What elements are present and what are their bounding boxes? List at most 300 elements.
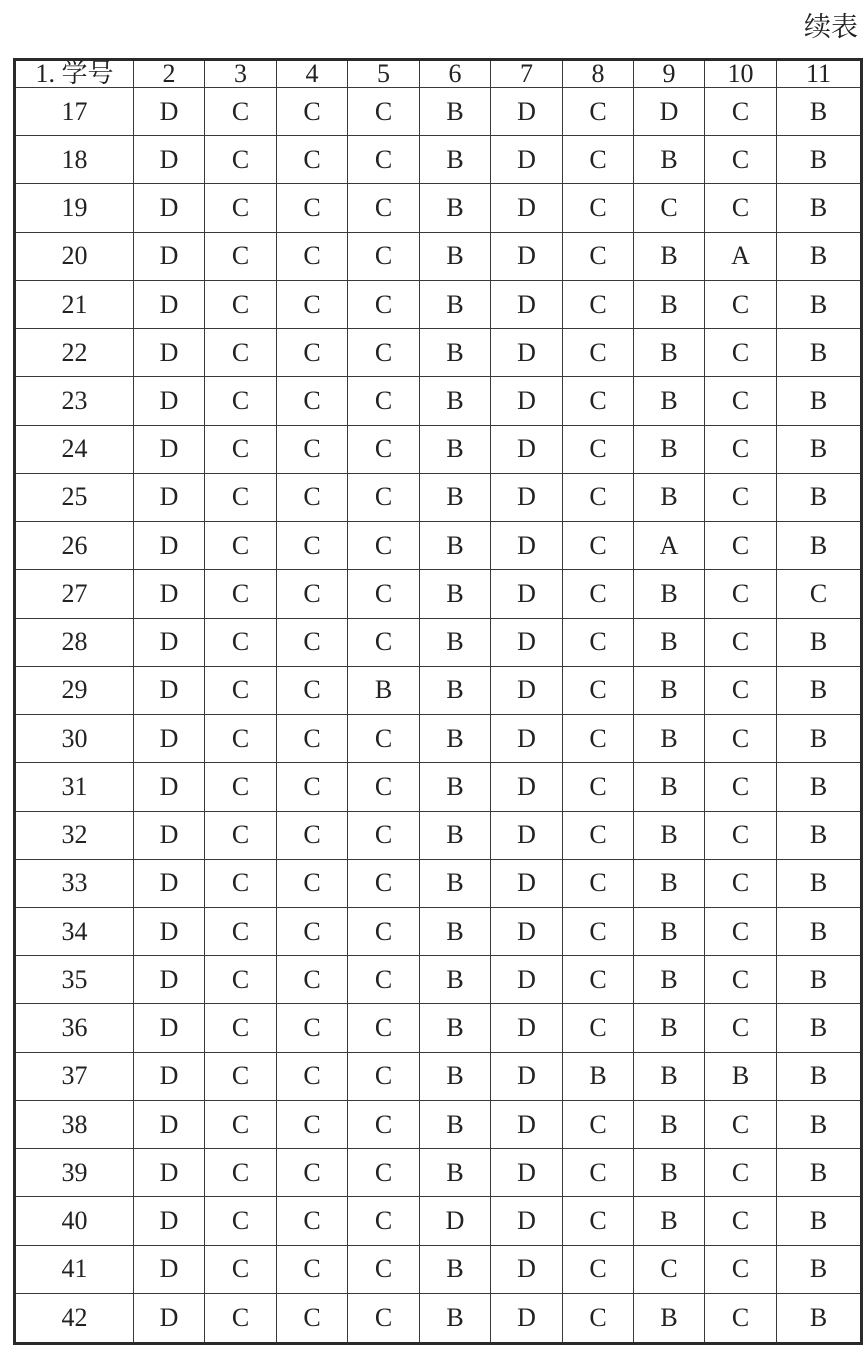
answer-cell: D <box>134 570 205 618</box>
answer-cell: C <box>348 473 420 521</box>
answer-cell: C <box>705 715 777 763</box>
answer-cell: C <box>705 1100 777 1148</box>
answer-cell: C <box>563 377 634 425</box>
answer-cell: C <box>205 1004 277 1052</box>
answer-cell: C <box>348 522 420 570</box>
column-header: 9 <box>634 60 705 88</box>
student-id-cell: 19 <box>15 184 134 232</box>
answer-cell: C <box>205 377 277 425</box>
answer-cell: C <box>277 88 348 136</box>
answer-cell: C <box>348 425 420 473</box>
answer-cell: B <box>420 1004 491 1052</box>
answer-cell: C <box>705 473 777 521</box>
answer-cell: C <box>563 618 634 666</box>
answer-cell: C <box>205 907 277 955</box>
answer-cell: D <box>491 859 563 907</box>
answer-cell: C <box>705 136 777 184</box>
student-id-cell: 28 <box>15 618 134 666</box>
answer-cell: D <box>134 763 205 811</box>
answer-cell: D <box>134 666 205 714</box>
answer-cell: B <box>634 280 705 328</box>
answer-cell: C <box>348 280 420 328</box>
answer-cell: B <box>777 1004 862 1052</box>
answer-cell: C <box>348 1052 420 1100</box>
answer-cell: B <box>634 425 705 473</box>
answer-cell: B <box>420 1245 491 1293</box>
answer-cell: B <box>777 1293 862 1343</box>
answer-cell: B <box>634 570 705 618</box>
answer-cell: C <box>348 377 420 425</box>
answer-cell: C <box>277 522 348 570</box>
answer-cell: B <box>420 473 491 521</box>
answer-cell: D <box>134 715 205 763</box>
answer-cell: B <box>777 1100 862 1148</box>
answer-cell: B <box>634 715 705 763</box>
answer-cell: B <box>420 956 491 1004</box>
answer-cell: C <box>277 1293 348 1343</box>
student-id-cell: 24 <box>15 425 134 473</box>
answer-cell: C <box>348 618 420 666</box>
answer-cell: C <box>705 907 777 955</box>
answer-cell: D <box>491 329 563 377</box>
answer-cell: B <box>420 522 491 570</box>
table-row <box>15 473 862 521</box>
answer-cell: D <box>491 522 563 570</box>
answer-cell: C <box>563 859 634 907</box>
answer-cell: B <box>634 1293 705 1343</box>
answer-cell: B <box>634 329 705 377</box>
table-row <box>15 956 862 1004</box>
answer-cell: D <box>491 1245 563 1293</box>
answer-cell: C <box>705 88 777 136</box>
answer-cell: D <box>634 88 705 136</box>
table-row <box>15 184 862 232</box>
table-row <box>15 377 862 425</box>
student-id-cell: 23 <box>15 377 134 425</box>
answer-cell: C <box>563 232 634 280</box>
answer-cell: C <box>563 1100 634 1148</box>
answer-cell: B <box>777 763 862 811</box>
answer-cell: D <box>491 715 563 763</box>
answer-cell: B <box>420 570 491 618</box>
answer-cell: C <box>205 1197 277 1245</box>
answer-cell: C <box>277 715 348 763</box>
answer-cell: D <box>134 329 205 377</box>
answer-cell: C <box>205 1245 277 1293</box>
answer-cell: C <box>277 232 348 280</box>
answer-cell: B <box>777 907 862 955</box>
answer-cell: B <box>777 1149 862 1197</box>
answer-cell: D <box>134 1197 205 1245</box>
answer-cell: C <box>277 570 348 618</box>
answer-cell: B <box>777 859 862 907</box>
answer-cell: B <box>634 907 705 955</box>
table-row <box>15 232 862 280</box>
answer-cell: D <box>134 618 205 666</box>
answer-cell: D <box>134 184 205 232</box>
answer-cell: C <box>705 280 777 328</box>
answer-cell: D <box>420 1197 491 1245</box>
answer-cell: B <box>348 666 420 714</box>
answer-cell: C <box>205 136 277 184</box>
answer-cell: C <box>348 88 420 136</box>
student-id-cell: 42 <box>15 1293 134 1343</box>
table-row <box>15 280 862 328</box>
answer-cell: D <box>134 1293 205 1343</box>
answer-cell: B <box>563 1052 634 1100</box>
student-id-cell: 35 <box>15 956 134 1004</box>
answer-cell: C <box>563 956 634 1004</box>
answer-cell: B <box>777 522 862 570</box>
answer-cell: C <box>205 473 277 521</box>
answer-cell: C <box>348 859 420 907</box>
answer-cell: B <box>777 956 862 1004</box>
answer-cell: C <box>705 1245 777 1293</box>
table-row <box>15 907 862 955</box>
answer-cell: C <box>348 184 420 232</box>
answer-cell: C <box>705 1004 777 1052</box>
column-header: 3 <box>205 60 277 88</box>
answer-cell: D <box>134 232 205 280</box>
answer-cell: C <box>705 666 777 714</box>
answer-cell: C <box>563 522 634 570</box>
table-row <box>15 618 862 666</box>
answer-cell: C <box>205 232 277 280</box>
student-id-cell: 31 <box>15 763 134 811</box>
answer-cell: B <box>777 377 862 425</box>
answer-cell: C <box>277 956 348 1004</box>
table-row <box>15 859 862 907</box>
answer-cell: C <box>563 329 634 377</box>
table-row <box>15 1293 862 1343</box>
answer-cell: B <box>705 1052 777 1100</box>
answer-cell: B <box>634 136 705 184</box>
answer-cell: B <box>420 136 491 184</box>
answer-cell: B <box>420 666 491 714</box>
answer-cell: B <box>420 618 491 666</box>
student-id-cell: 38 <box>15 1100 134 1148</box>
answer-cell: D <box>491 1004 563 1052</box>
answer-cell: B <box>634 956 705 1004</box>
answer-cell: D <box>491 763 563 811</box>
student-id-cell: 32 <box>15 811 134 859</box>
answer-cell: C <box>705 618 777 666</box>
answer-cell: B <box>420 1100 491 1148</box>
answer-cell: C <box>563 1004 634 1052</box>
answer-cell: C <box>277 425 348 473</box>
student-id-cell: 17 <box>15 88 134 136</box>
answer-cell: B <box>420 1293 491 1343</box>
answer-cell: C <box>277 907 348 955</box>
answer-cell: C <box>277 1245 348 1293</box>
answer-cell: B <box>777 618 862 666</box>
answer-cell: B <box>634 618 705 666</box>
answer-cell: D <box>491 618 563 666</box>
answer-cell: B <box>777 232 862 280</box>
answer-cell: D <box>134 956 205 1004</box>
answer-cell: C <box>634 184 705 232</box>
column-header: 5 <box>348 60 420 88</box>
answer-cell: C <box>348 136 420 184</box>
answer-cell: C <box>563 1149 634 1197</box>
answer-cell: C <box>205 763 277 811</box>
answer-cell: C <box>277 859 348 907</box>
answer-cell: B <box>634 1100 705 1148</box>
student-id-cell: 26 <box>15 522 134 570</box>
answer-cell: C <box>705 377 777 425</box>
answer-cell: B <box>420 184 491 232</box>
answer-cell: C <box>277 136 348 184</box>
student-id-cell: 33 <box>15 859 134 907</box>
answer-cell: C <box>277 377 348 425</box>
answer-cell: C <box>277 280 348 328</box>
answer-cell: C <box>705 425 777 473</box>
column-header: 4 <box>277 60 348 88</box>
answer-cell: C <box>563 666 634 714</box>
student-id-cell: 40 <box>15 1197 134 1245</box>
answer-cell: C <box>563 88 634 136</box>
answer-cell: C <box>705 1197 777 1245</box>
answer-cell: C <box>205 1052 277 1100</box>
table-row <box>15 715 862 763</box>
student-id-cell: 27 <box>15 570 134 618</box>
answer-cell: B <box>777 811 862 859</box>
answer-cell: C <box>205 522 277 570</box>
answer-cell: C <box>563 280 634 328</box>
answer-cell: C <box>563 1245 634 1293</box>
answer-cell: B <box>634 377 705 425</box>
table-row <box>15 522 862 570</box>
answer-cell: C <box>205 618 277 666</box>
answer-cell: C <box>563 425 634 473</box>
answer-cell: C <box>348 1245 420 1293</box>
answer-cell: D <box>134 425 205 473</box>
answer-cell: C <box>348 1004 420 1052</box>
answer-cell: D <box>134 377 205 425</box>
answer-cell: D <box>491 184 563 232</box>
answer-cell: C <box>277 473 348 521</box>
answer-cell: C <box>705 1293 777 1343</box>
answer-cell: C <box>277 666 348 714</box>
student-id-cell: 34 <box>15 907 134 955</box>
answer-cell: C <box>563 715 634 763</box>
answer-cell: B <box>634 1004 705 1052</box>
answer-cell: C <box>205 88 277 136</box>
answer-cell: B <box>420 907 491 955</box>
answer-cell: B <box>420 811 491 859</box>
table-row <box>15 329 862 377</box>
answer-cell: D <box>491 377 563 425</box>
answer-cell: B <box>634 232 705 280</box>
answer-cell: D <box>491 1197 563 1245</box>
answer-cell: D <box>134 1004 205 1052</box>
column-header: 2 <box>134 60 205 88</box>
answer-cell: C <box>277 329 348 377</box>
answer-cell: C <box>277 1149 348 1197</box>
answer-cell: C <box>205 859 277 907</box>
student-id-cell: 30 <box>15 715 134 763</box>
answer-cell: D <box>491 280 563 328</box>
answer-cell: C <box>563 811 634 859</box>
answer-cell: C <box>205 280 277 328</box>
table-row <box>15 1100 862 1148</box>
answer-cell: C <box>563 1293 634 1343</box>
table-row <box>15 570 862 618</box>
column-header: 1. 学号 <box>15 60 134 88</box>
answer-cell: B <box>777 136 862 184</box>
answer-cell: C <box>205 329 277 377</box>
answer-cell: D <box>491 1149 563 1197</box>
answer-cell: D <box>491 907 563 955</box>
answer-cell: C <box>563 136 634 184</box>
answer-cell: B <box>777 1052 862 1100</box>
answer-cell: C <box>777 570 862 618</box>
answer-cell: C <box>563 763 634 811</box>
answer-cell: B <box>634 811 705 859</box>
answer-cell: C <box>348 1197 420 1245</box>
answer-cell: D <box>134 522 205 570</box>
answer-cell: D <box>134 907 205 955</box>
answer-cell: B <box>634 666 705 714</box>
column-header: 10 <box>705 60 777 88</box>
answer-cell: B <box>777 425 862 473</box>
answer-cell: C <box>277 811 348 859</box>
answer-cell: B <box>777 1245 862 1293</box>
answer-cell: D <box>134 136 205 184</box>
answer-cell: B <box>777 280 862 328</box>
answer-cell: B <box>420 763 491 811</box>
answer-cell: B <box>420 1052 491 1100</box>
table-row <box>15 811 862 859</box>
student-id-cell: 20 <box>15 232 134 280</box>
answer-cell: B <box>777 88 862 136</box>
answer-cell: C <box>705 956 777 1004</box>
answer-cell: C <box>205 956 277 1004</box>
answer-cell: D <box>134 1052 205 1100</box>
table-row <box>15 763 862 811</box>
answer-cell: B <box>420 232 491 280</box>
answer-cell: D <box>491 1293 563 1343</box>
answer-cell: D <box>491 811 563 859</box>
answer-cell: C <box>277 763 348 811</box>
answer-cell: C <box>705 1149 777 1197</box>
answer-cell: D <box>491 232 563 280</box>
answer-cell: A <box>634 522 705 570</box>
student-id-cell: 39 <box>15 1149 134 1197</box>
header-row <box>15 60 862 88</box>
answer-cell: B <box>420 715 491 763</box>
answer-cell: C <box>277 184 348 232</box>
answer-cell: C <box>277 1004 348 1052</box>
answer-cell: C <box>563 184 634 232</box>
answer-cell: C <box>205 570 277 618</box>
answer-cell: C <box>205 184 277 232</box>
answer-cell: C <box>348 570 420 618</box>
answer-cell: C <box>634 1245 705 1293</box>
answer-cell: C <box>705 184 777 232</box>
table-row <box>15 425 862 473</box>
answer-cell: B <box>634 1052 705 1100</box>
answer-cell: C <box>705 570 777 618</box>
student-id-cell: 22 <box>15 329 134 377</box>
answer-cell: D <box>491 1052 563 1100</box>
answer-cell: C <box>205 715 277 763</box>
table-row <box>15 1197 862 1245</box>
answer-cell: D <box>491 956 563 1004</box>
answer-cell: C <box>348 1293 420 1343</box>
answer-cell: C <box>563 1197 634 1245</box>
student-id-cell: 29 <box>15 666 134 714</box>
answer-cell: D <box>491 425 563 473</box>
answer-cell: D <box>491 136 563 184</box>
answer-cell: C <box>348 1149 420 1197</box>
answer-cell: B <box>420 329 491 377</box>
column-header: 7 <box>491 60 563 88</box>
answer-cell: D <box>134 1149 205 1197</box>
answer-cell: C <box>563 570 634 618</box>
answer-table-body <box>15 88 862 1344</box>
table-row <box>15 1149 862 1197</box>
answer-cell: C <box>277 1197 348 1245</box>
answer-cell: C <box>205 666 277 714</box>
answer-cell: C <box>705 329 777 377</box>
student-id-cell: 21 <box>15 280 134 328</box>
answer-cell: B <box>420 280 491 328</box>
table-caption: 续表 <box>804 12 858 43</box>
student-id-cell: 37 <box>15 1052 134 1100</box>
answer-cell: C <box>348 329 420 377</box>
table-row <box>15 1004 862 1052</box>
answer-cell: C <box>277 1100 348 1148</box>
student-id-cell: 25 <box>15 473 134 521</box>
answer-cell: C <box>705 763 777 811</box>
answer-cell: D <box>134 859 205 907</box>
answer-cell: D <box>134 473 205 521</box>
answer-cell: B <box>777 473 862 521</box>
answer-cell: D <box>134 280 205 328</box>
answer-cell: C <box>205 1149 277 1197</box>
answer-cell: C <box>348 956 420 1004</box>
answer-cell: C <box>705 811 777 859</box>
table-row <box>15 1052 862 1100</box>
answer-cell: C <box>277 618 348 666</box>
answer-cell: C <box>348 811 420 859</box>
answer-cell: B <box>777 715 862 763</box>
table-row <box>15 88 862 136</box>
answer-cell: C <box>205 1293 277 1343</box>
answer-cell: B <box>634 473 705 521</box>
answer-cell: B <box>420 425 491 473</box>
answer-cell: D <box>134 811 205 859</box>
answer-cell: D <box>134 1245 205 1293</box>
answer-cell: C <box>348 232 420 280</box>
answer-table <box>13 58 863 1345</box>
answer-cell: B <box>420 859 491 907</box>
column-header: 8 <box>563 60 634 88</box>
student-id-cell: 36 <box>15 1004 134 1052</box>
answer-cell: C <box>205 1100 277 1148</box>
answer-cell: C <box>348 1100 420 1148</box>
answer-cell: B <box>777 329 862 377</box>
answer-cell: B <box>634 859 705 907</box>
answer-cell: C <box>705 522 777 570</box>
answer-cell: B <box>634 1149 705 1197</box>
table-row <box>15 136 862 184</box>
column-header: 6 <box>420 60 491 88</box>
answer-cell: B <box>420 1149 491 1197</box>
table-row <box>15 1245 862 1293</box>
answer-cell: B <box>777 1197 862 1245</box>
